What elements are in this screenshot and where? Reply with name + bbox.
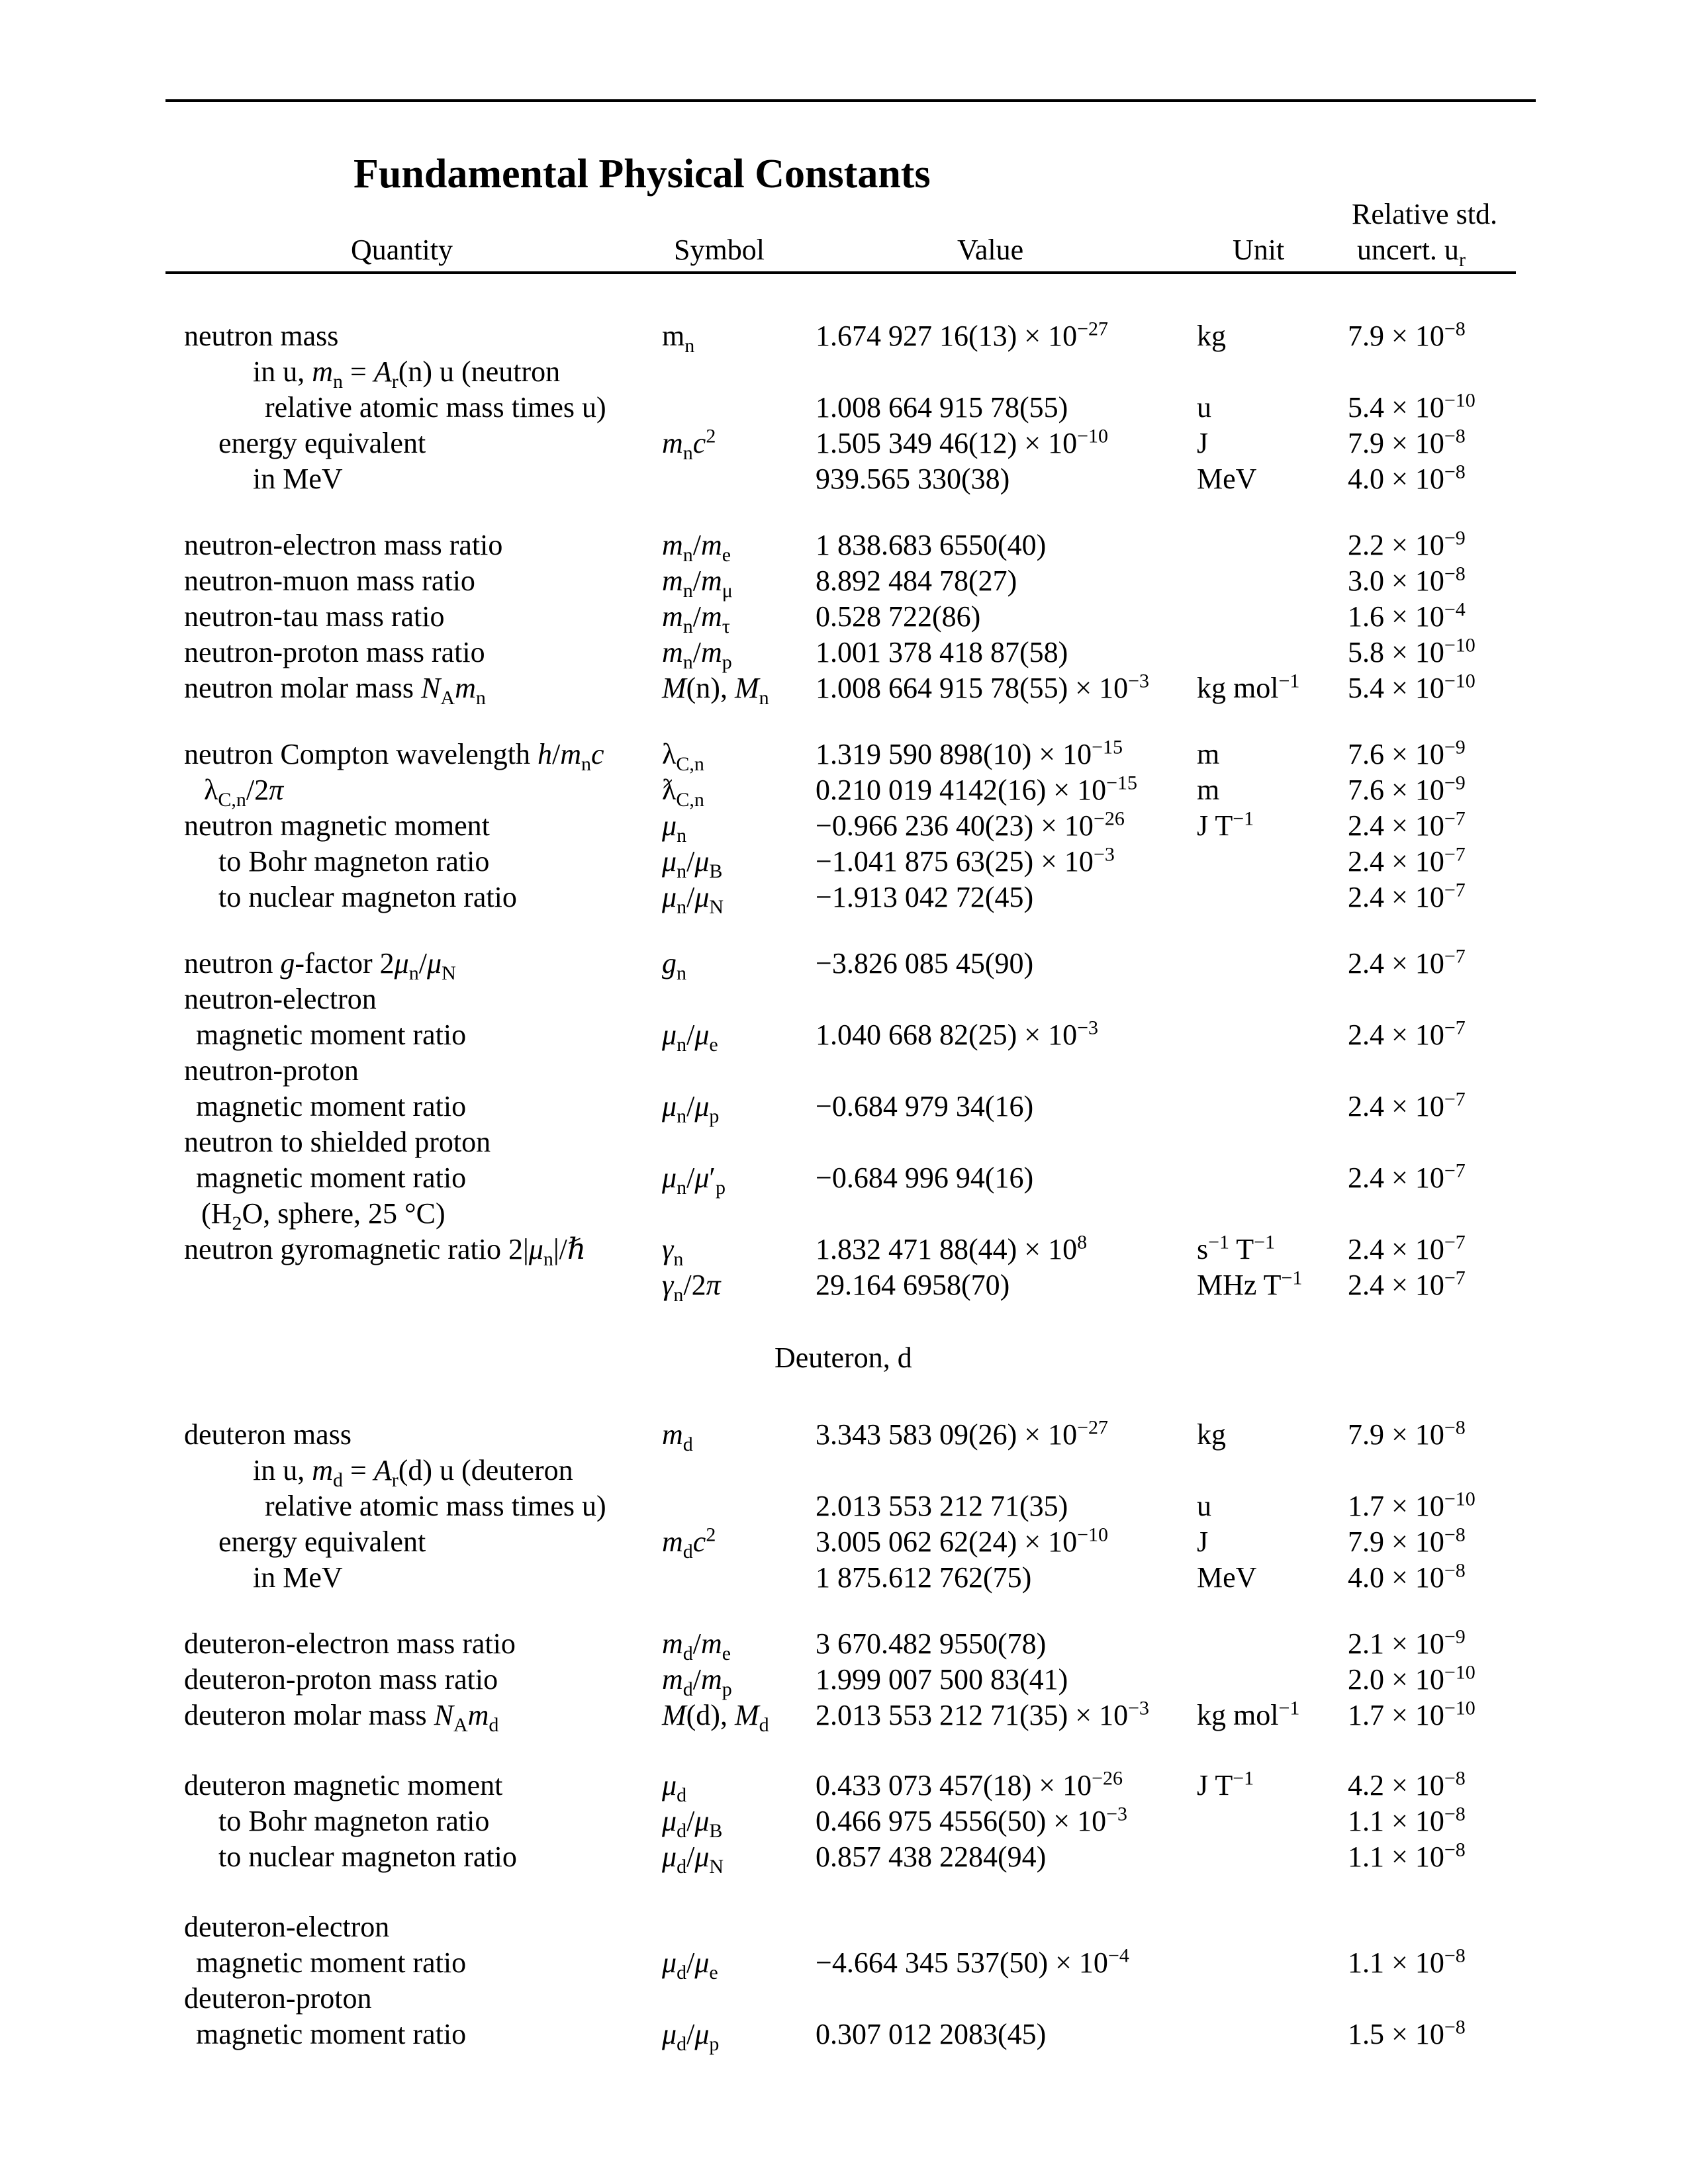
quantity-cell: magnetic moment ratio <box>196 1090 467 1122</box>
neutron-row <box>0 1267 1688 1304</box>
neutron-row <box>0 1017 1688 1054</box>
quantity-cell: energy equivalent <box>218 427 426 459</box>
column-header-unit: Unit <box>1233 234 1285 266</box>
quantity-cell: neutron molar mass $N_Am_n$ <box>184 672 486 709</box>
deuteron-row <box>0 1661 1688 1698</box>
value-cell: −1.041 875 $63(25) \times 10^{-3}$ <box>816 843 1115 878</box>
unit-cell: kg mol$^{-1}$ <box>1197 670 1300 704</box>
quantity-cell: deuteron magnetic moment <box>184 1769 503 1801</box>
neutron-row <box>0 1088 1688 1125</box>
symbol-cell: $\mu_d$ <box>662 1769 687 1806</box>
uncertainty-cell: $2.4 \times 10^{-7}$ <box>1348 807 1466 842</box>
quantity-cell: neutron-muon mass ratio <box>184 565 475 597</box>
deuteron-row <box>0 1524 1688 1561</box>
value-cell: −0.684 996 94(16) <box>816 1161 1034 1194</box>
deuteron-row <box>0 1944 1688 1981</box>
symbol-cell: $\gamma_n$ <box>662 1233 684 1270</box>
column-header-uncert-line1: Relative std. <box>1352 198 1497 230</box>
uncertainty-cell: $4.2 \times 10^{-8}$ <box>1348 1767 1466 1801</box>
quantity-cell: energy equivalent <box>218 1525 426 1558</box>
uncertainty-cell: $2.4 \times 10^{-7}$ <box>1348 1088 1466 1122</box>
quantity-cell: neutron gyromagnetic ratio $2|\mu_n|/\hbar$ <box>184 1233 586 1270</box>
symbol-cell: $\mu_d/\mu_e$ <box>662 1946 718 1983</box>
symbol-cell: $\lambda_{C,n}$ <box>662 738 704 775</box>
neutron-row <box>0 1231 1688 1268</box>
neutron-row <box>0 353 1688 390</box>
neutron-row <box>0 879 1688 916</box>
uncert-subscript: r <box>1458 248 1466 271</box>
uncertainty-cell: $5.4 \times 10^{-10}$ <box>1348 389 1476 424</box>
deuteron-row <box>0 1839 1688 1876</box>
uncertainty-cell: $2.4 \times 10^{-7}$ <box>1348 1160 1466 1194</box>
uncertainty-cell: $2.1 \times 10^{-9}$ <box>1348 1625 1466 1660</box>
quantity-cell: in MeV <box>253 463 343 495</box>
neutron-row <box>0 389 1688 426</box>
quantity-cell: magnetic moment ratio <box>196 1019 467 1051</box>
uncertainty-cell: $2.2 \times 10^{-9}$ <box>1348 527 1466 561</box>
unit-cell: m <box>1197 738 1220 770</box>
value-cell: 0.210 019 $4142(16) \times 10^{-15}$ <box>816 772 1138 806</box>
unit-cell: u <box>1197 391 1211 424</box>
quantity-cell: relative atomic mass times u) <box>265 1490 606 1522</box>
value-cell: 1 875.612 762(75) <box>816 1561 1032 1594</box>
symbol-cell: $ƛ_{C,n}$ <box>662 774 704 811</box>
symbol-cell: $\mu_d/\mu_B$ <box>662 1805 723 1842</box>
uncertainty-cell: $7.9 \times 10^{-8}$ <box>1348 1416 1466 1451</box>
value-cell: 1.674 927 $16(13) \times 10^{-27}$ <box>816 318 1109 352</box>
quantity-cell: to nuclear magneton ratio <box>218 881 517 913</box>
column-header-uncert-line2 <box>1357 233 1466 271</box>
symbol-cell: $\mu_n/\mu_N$ <box>662 881 724 918</box>
neutron-row <box>0 527 1688 564</box>
uncertainty-cell: $7.9 \times 10^{-8}$ <box>1348 1524 1466 1558</box>
uncertainty-cell: $2.4 \times 10^{-7}$ <box>1348 945 1466 979</box>
quantity-cell: neutron Compton wavelength $h/m_nc$ <box>184 738 604 775</box>
uncertainty-cell: $4.0 \times 10^{-8}$ <box>1348 1559 1466 1594</box>
uncertainty-cell: $2.4 \times 10^{-7}$ <box>1348 1231 1466 1265</box>
unit-cell: kg mol$^{-1}$ <box>1197 1697 1300 1731</box>
symbol-cell: $\mu_n/\mu_p$ <box>662 1090 720 1127</box>
value-cell: 3.343 583 $09(26) \times 10^{-27}$ <box>816 1416 1109 1451</box>
value-cell: −0.966 236 $40(23) \times 10^{-26}$ <box>816 807 1125 842</box>
symbol-cell: $m_nc^2$ <box>662 425 716 464</box>
uncertainty-cell: $2.4 \times 10^{-7}$ <box>1348 879 1466 913</box>
quantity-cell: magnetic moment ratio <box>196 2018 467 2050</box>
value-cell: 29.164 6958(70) <box>816 1269 1010 1301</box>
symbol-cell: $\mu_d/\mu_p$ <box>662 2018 720 2055</box>
unit-cell: J <box>1197 427 1209 459</box>
uncertainty-cell: $1.1 \times 10^{-8}$ <box>1348 1803 1466 1837</box>
neutron-row <box>0 563 1688 600</box>
value-cell: 1.001 378 418 87(58) <box>816 636 1068 668</box>
symbol-cell: $m_n/m_\tau$ <box>662 600 730 637</box>
quantity-cell: neutron-tau mass ratio <box>184 600 445 633</box>
uncertainty-cell: $7.6 \times 10^{-9}$ <box>1348 736 1466 770</box>
uncertainty-cell: $1.7 \times 10^{-10}$ <box>1348 1488 1476 1522</box>
deuteron-row <box>0 1488 1688 1525</box>
symbol-cell: $\mu_n/\mu'_p$ <box>662 1161 726 1199</box>
unit-cell: J $T^{-1}$ <box>1197 807 1254 842</box>
quantity-cell: deuteron-proton mass ratio <box>184 1663 498 1696</box>
value-cell: 1.505 349 $46(12) \times 10^{-10}$ <box>816 425 1109 459</box>
quantity-cell: neutron to shielded proton <box>184 1126 491 1158</box>
unit-cell: $s^{-1}$ $T^{-1}$ <box>1197 1231 1276 1265</box>
deuteron-row <box>0 1625 1688 1662</box>
symbol-cell: M(n), $M_n$ <box>662 672 769 709</box>
value-cell: 3.005 062 $62(24) \times 10^{-10}$ <box>816 1524 1109 1558</box>
value-cell: 2.013 553 212 71(35) <box>816 1490 1068 1522</box>
value-cell: 0.307 012 2083(45) <box>816 2018 1047 2050</box>
neutron-row <box>0 981 1688 1018</box>
quantity-cell: deuteron-proton <box>184 1982 372 2015</box>
value-cell: −3.826 085 45(90) <box>816 947 1034 979</box>
symbol-cell: $m_dc^2$ <box>662 1524 716 1563</box>
unit-cell: kg <box>1197 1418 1226 1451</box>
neutron-row <box>0 807 1688 844</box>
deuteron-row <box>0 1909 1688 1946</box>
unit-cell: u <box>1197 1490 1211 1522</box>
symbol-cell: $m_n/m_p$ <box>662 636 732 673</box>
uncertainty-cell: $5.8 \times 10^{-10}$ <box>1348 634 1476 668</box>
uncertainty-cell: $7.9 \times 10^{-8}$ <box>1348 318 1466 352</box>
symbol-cell: $\mu_n$ <box>662 809 687 846</box>
quantity-cell: neutron mass <box>184 320 339 352</box>
uncertainty-cell: $2.0 \times 10^{-10}$ <box>1348 1661 1476 1696</box>
symbol-cell: $\mu_n/\mu_B$ <box>662 845 723 882</box>
symbol-cell: $\mu_d/\mu_N$ <box>662 1841 724 1878</box>
quantity-cell: in MeV <box>253 1561 343 1594</box>
quantity-cell: deuteron-electron mass ratio <box>184 1627 516 1660</box>
deuteron-row <box>0 1416 1688 1453</box>
symbol-cell: $g_n$ <box>662 947 686 984</box>
header-rule <box>165 271 1516 274</box>
unit-cell: MHz $T^{-1}$ <box>1197 1267 1303 1301</box>
value-cell: 0.528 722(86) <box>816 600 981 633</box>
deuteron-row <box>0 1452 1688 1489</box>
neutron-row <box>0 945 1688 982</box>
unit-cell: m <box>1197 774 1220 806</box>
neutron-row <box>0 1195 1688 1232</box>
uncertainty-cell: $1.5 \times 10^{-8}$ <box>1348 2016 1466 2050</box>
neutron-row <box>0 670 1688 707</box>
neutron-row <box>0 425 1688 462</box>
quantity-cell: deuteron-electron <box>184 1911 390 1943</box>
quantity-cell: in u, $m_d = A_r(d)$ u (deuteron <box>253 1454 573 1491</box>
symbol-cell: $m_d/m_e$ <box>662 1627 731 1664</box>
deuteron-row <box>0 1980 1688 2017</box>
value-cell: 2.013 553 212 $71(35) \times 10^{-3}$ <box>816 1697 1150 1731</box>
neutron-row <box>0 318 1688 355</box>
column-header-value: Value <box>957 234 1024 266</box>
quantity-cell: neutron g-factor $2\mu_n/\mu_N$ <box>184 947 456 984</box>
symbol-cell: $m_d/m_p$ <box>662 1663 732 1700</box>
uncertainty-cell: $7.6 \times 10^{-9}$ <box>1348 772 1466 806</box>
uncertainty-cell: $5.4 \times 10^{-10}$ <box>1348 670 1476 704</box>
quantity-cell: deuteron mass <box>184 1418 352 1451</box>
value-cell: 1.832 471 $88(44) \times 10^8$ <box>816 1231 1088 1265</box>
value-cell: 1.319 590 $898(10) \times 10^{-15}$ <box>816 736 1123 770</box>
quantity-cell: neutron-proton mass ratio <box>184 636 485 668</box>
deuteron-row <box>0 1767 1688 1804</box>
neutron-row <box>0 598 1688 635</box>
unit-cell: MeV <box>1197 463 1257 495</box>
uncert-label: uncert. u <box>1357 234 1459 266</box>
uncertainty-cell: $1.7 \times 10^{-10}$ <box>1348 1697 1476 1731</box>
symbol-cell: M(d), $M_d$ <box>662 1699 769 1736</box>
symbol-cell: $m_n$ <box>662 320 695 357</box>
value-cell: 0.857 438 2284(94) <box>816 1841 1047 1873</box>
neutron-row <box>0 1124 1688 1161</box>
neutron-row <box>0 1052 1688 1089</box>
value-cell: 1.008 664 915 $78(55) \times 10^{-3}$ <box>816 670 1150 704</box>
symbol-cell: $m_n/m_\mu$ <box>662 565 733 602</box>
quantity-cell: ($H_2O$, sphere, 25 °C) <box>201 1197 445 1234</box>
value-cell: 0.466 975 $4556(50) \times 10^{-3}$ <box>816 1803 1128 1837</box>
quantity-cell: neutron magnetic moment <box>184 809 490 842</box>
value-cell: 939.565 330(38) <box>816 463 1010 495</box>
uncertainty-cell: $1.6 \times 10^{-4}$ <box>1348 598 1466 633</box>
deuteron-row <box>0 1803 1688 1840</box>
neutron-row <box>0 1160 1688 1197</box>
symbol-cell: $\gamma_n/2\pi$ <box>662 1269 721 1306</box>
quantity-cell: in u, $m_n = A_r(n)$ u (neutron <box>253 355 561 392</box>
neutron-row <box>0 461 1688 498</box>
value-cell: −0.684 979 34(16) <box>816 1090 1034 1122</box>
uncertainty-cell: $2.4 \times 10^{-7}$ <box>1348 1017 1466 1051</box>
column-header-symbol: Symbol <box>674 234 765 266</box>
uncertainty-cell: $1.1 \times 10^{-8}$ <box>1348 1839 1466 1873</box>
quantity-cell: magnetic moment ratio <box>196 1946 467 1979</box>
symbol-cell: $m_d$ <box>662 1418 693 1455</box>
symbol-cell: $\mu_n/\mu_e$ <box>662 1019 718 1056</box>
deuteron-row <box>0 1559 1688 1596</box>
quantity-cell: $\lambda_{C,n}/2\pi$ <box>204 774 284 811</box>
quantity-cell: deuteron molar mass $N_Am_d$ <box>184 1699 499 1736</box>
uncertainty-cell: $4.0 \times 10^{-8}$ <box>1348 461 1466 495</box>
uncertainty-cell: $2.4 \times 10^{-7}$ <box>1348 1267 1466 1301</box>
value-cell: 0.433 073 $457(18) \times 10^{-26}$ <box>816 1767 1123 1801</box>
unit-cell: kg <box>1197 320 1226 352</box>
unit-cell: MeV <box>1197 1561 1257 1594</box>
quantity-cell: magnetic moment ratio <box>196 1161 467 1194</box>
quantity-cell: neutron-proton <box>184 1054 359 1087</box>
top-rule <box>165 99 1536 102</box>
value-cell: 3 670.482 9550(78) <box>816 1627 1047 1660</box>
quantity-cell: neutron-electron <box>184 983 377 1015</box>
quantity-cell: to nuclear magneton ratio <box>218 1841 517 1873</box>
neutron-row <box>0 843 1688 880</box>
value-cell: 1.008 664 915 78(55) <box>816 391 1068 424</box>
neutron-row <box>0 736 1688 773</box>
quantity-cell: relative atomic mass times u) <box>265 391 606 424</box>
uncertainty-cell: $2.4 \times 10^{-7}$ <box>1348 843 1466 878</box>
section-heading-text: Deuteron, d <box>774 1342 912 1374</box>
deuteron-row <box>0 2016 1688 2053</box>
neutron-row <box>0 634 1688 671</box>
uncertainty-cell: $1.1 \times 10^{-8}$ <box>1348 1944 1466 1979</box>
quantity-cell: neutron-electron mass ratio <box>184 529 503 561</box>
value-cell: −4.664 345 $537(50) \times 10^{-4}$ <box>816 1944 1129 1979</box>
uncertainty-cell: $7.9 \times 10^{-8}$ <box>1348 425 1466 459</box>
value-cell: 1.999 007 500 83(41) <box>816 1663 1068 1696</box>
quantity-cell: to Bohr magneton ratio <box>218 845 490 878</box>
neutron-row <box>0 772 1688 809</box>
value-cell: 1.040 668 $82(25) \times 10^{-3}$ <box>816 1017 1099 1051</box>
symbol-cell: $m_n/m_e$ <box>662 529 731 566</box>
value-cell: 1 838.683 6550(40) <box>816 529 1047 561</box>
unit-cell: J $T^{-1}$ <box>1197 1767 1254 1801</box>
column-header-quantity: Quantity <box>351 234 453 266</box>
deuteron-row <box>0 1697 1688 1734</box>
page-title: Fundamental Physical Constants <box>353 152 931 197</box>
quantity-cell: to Bohr magneton ratio <box>218 1805 490 1837</box>
uncertainty-cell: $3.0 \times 10^{-8}$ <box>1348 563 1466 597</box>
unit-cell: J <box>1197 1525 1209 1558</box>
value-cell: 8.892 484 78(27) <box>816 565 1017 597</box>
value-cell: −1.913 042 72(45) <box>816 881 1034 913</box>
